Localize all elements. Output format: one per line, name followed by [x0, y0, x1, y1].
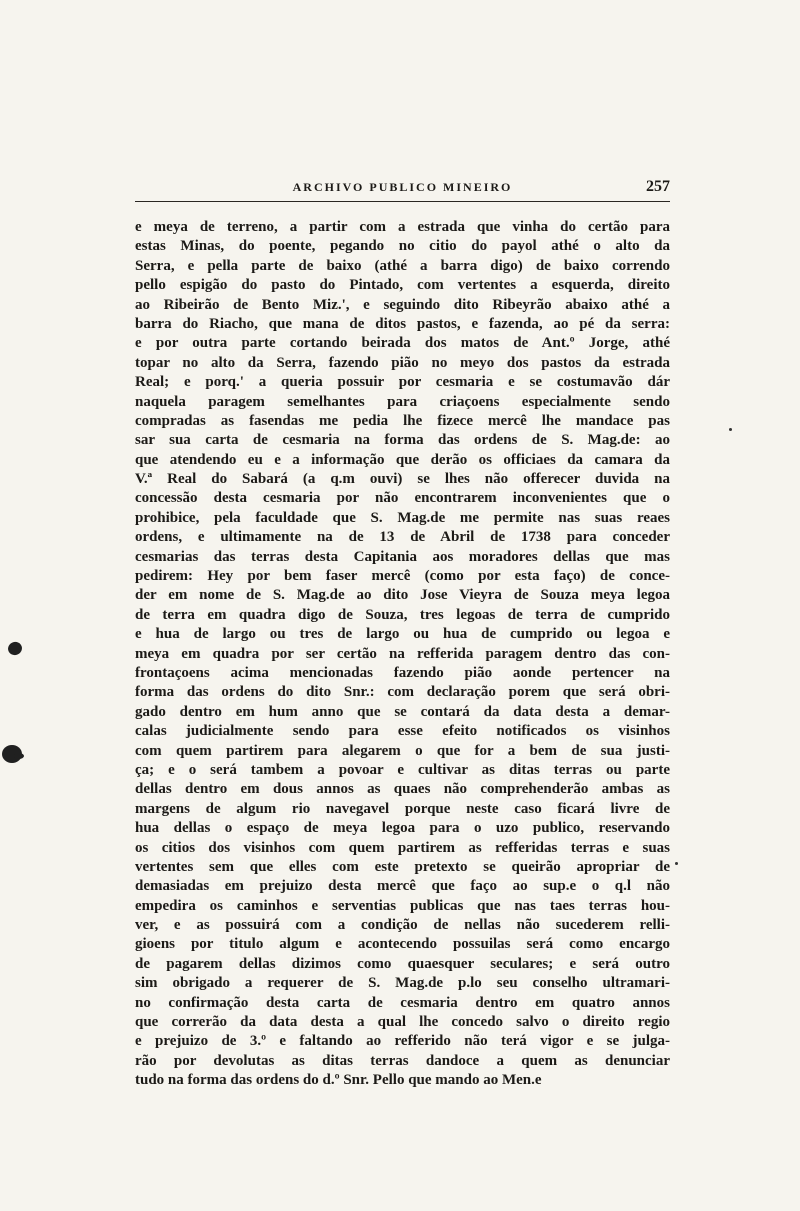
text-line: tudo na forma das ordens do d.º Snr. Pello que mando ao Men.e	[135, 1072, 542, 1089]
ink-blot	[6, 640, 24, 657]
text-line: sar sua carta de cesmaria na forma das ordens de S. Mag.de: ao	[135, 432, 670, 449]
text-line: Serra, e pella parte de baixo (athé a barra digo) de baixo correndo	[135, 257, 670, 274]
running-head	[135, 178, 670, 200]
text-line: os citios dos visinhos com quem partirem as refferidas terras e suas	[135, 839, 670, 856]
text-line: V.ª Real do Sabará (a q.m ouvi) se lhes não offerecer duvida na	[135, 471, 670, 488]
text-line: margens de algum rio navegavel porque neste caso ficará livre de	[135, 800, 670, 817]
text-line: no confirmação desta carta de cesmaria dentro em quatro annos	[135, 994, 670, 1011]
text-line: e por outra parte cortando beirada dos matos de Ant.º Jorge, athé	[135, 335, 670, 352]
text-line: concessão desta cesmaria por não encontrarem inconvenientes que o	[135, 490, 670, 507]
ink-speck	[729, 428, 732, 431]
text-line: demasiadas em prejuizo desta mercê que faço ao sup.e o q.l não	[135, 878, 670, 895]
text-line: meya em quadra por ser certão na refferida paragem dentro das con-	[135, 645, 670, 662]
text-line: Real; e porq.' a queria possuir por cesmaria e se costumavão dár	[135, 374, 670, 391]
text-line: sim obrigado a requerer de S. Mag.de p.lo seu conselho ultramari-	[135, 975, 670, 992]
text-line: de pagarem dellas dizimos como quaesquer seculares; e será outro	[135, 955, 670, 972]
ink-blot	[2, 745, 22, 763]
text-line: gado dentro em hum anno que se contará da data desta a demar-	[135, 703, 670, 720]
text-line: prohibice, pela faculdade que S. Mag.de me permite nas suas reaes	[135, 509, 670, 526]
text-line: vertentes sem que elles com este pretexto se queirão apropriar de	[135, 858, 670, 875]
text-line: ordens, e ultimamente na de 13 de Abril de 1738 para conceder	[135, 529, 670, 546]
ink-speck	[675, 862, 678, 865]
text-line: der em nome de S. Mag.de ao dito Jose Vieyra de Souza meya legoa	[135, 587, 670, 604]
text-line: cesmarias das terras desta Capitania aos moradores dellas que mas	[135, 548, 670, 565]
text-line: frontaçoens acima mencionadas fazendo pião aonde pertencer na	[135, 664, 670, 681]
text-line: que atendendo eu e a informação que derão os officiaes da camara da	[135, 451, 670, 468]
text-line: naquela paragem semelhantes para criaçoens especialmente sendo	[135, 393, 670, 410]
page-number: 257	[646, 178, 670, 195]
text-line: ao Ribeirão de Bento Miz.', e seguindo dito Ribeyrão abaixo athé a	[135, 296, 670, 313]
text-line: barra do Riacho, que mana de ditos pastos, e fazenda, ao pé da serra:	[135, 315, 670, 332]
text-line: com quem partirem para alegarem o que for a bem de sua justi-	[135, 742, 670, 759]
text-line: calas judicialmente sendo para esse efeito notificados os visinhos	[135, 723, 670, 740]
text-line: pello espigão do pasto do Pintado, com vertentes a esquerda, direito	[135, 277, 670, 294]
text-line: e prejuizo de 3.º e faltando ao refferido não terá vigor e se julga-	[135, 1033, 670, 1050]
text-line: de terra em quadra digo de Souza, tres legoas de terra de cumprido	[135, 606, 670, 623]
text-line: e hua de largo ou tres de largo ou hua de cumprido ou legoa e	[135, 626, 670, 643]
text-line: hua dellas o espaço de meya legoa para o uzo publico, reservando	[135, 820, 670, 837]
text-line: compradas as fasendas me pedia lhe fizece mercê lhe mandace pas	[135, 412, 670, 429]
text-line: forma das ordens do dito Snr.: com declaração porem que será obri-	[135, 684, 670, 701]
text-line: estas Minas, do poente, pegando no citio do payol athé o alto da	[135, 238, 670, 255]
text-line: e meya de terreno, a partir com a estrada que vinha do certão para	[135, 219, 670, 235]
text-line: que correrão da data desta a qual lhe concedo salvo o direito regio	[135, 1014, 670, 1031]
text-line: gioens por titulo algum e acontecendo possuilas será como encargo	[135, 936, 670, 953]
text-line: pedirem: Hey por bem faser mercê (como por esta faço) de conce-	[135, 568, 670, 585]
text-line: rão por devolutas as ditas terras dandoce a quem as denunciar	[135, 1052, 670, 1069]
text-line: dellas dentro em dous annos as quaes não comprehenderão ambas as	[135, 781, 670, 798]
header-rule	[135, 201, 670, 202]
body-text	[135, 218, 670, 1091]
text-line: topar no alto da Serra, fazendo pião no meyo dos pastos da estrada	[135, 354, 670, 371]
text-line: ver, e as possuirá com a condição de nellas não sucederem relli-	[135, 917, 670, 934]
text-line: ça; e o será tambem a povoar e cultivar as ditas terras ou parte	[135, 761, 670, 778]
text-line: empedira os caminhos e serventias publicas que nas taes terras hou-	[135, 897, 670, 914]
running-title: ARCHIVO PUBLICO MINEIRO	[292, 180, 513, 194]
